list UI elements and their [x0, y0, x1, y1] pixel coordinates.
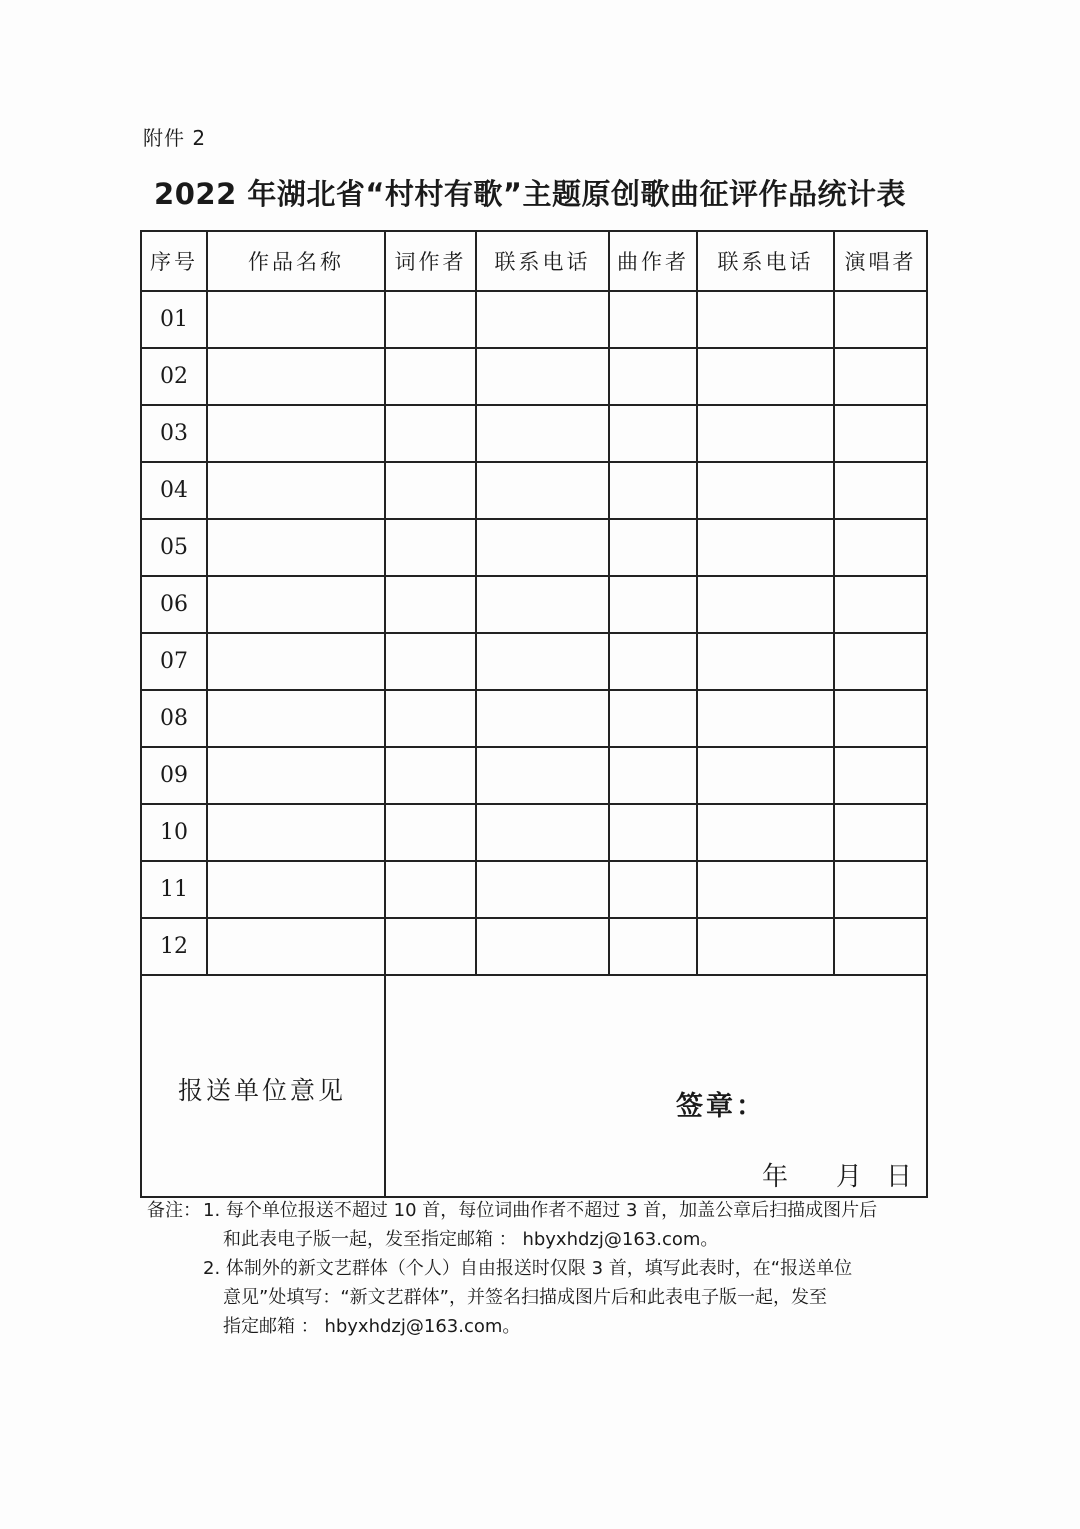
composer-cell[interactable] [609, 291, 697, 348]
lyricist-phone-cell[interactable] [476, 747, 609, 804]
header-composer: 曲作者 [609, 231, 697, 291]
lyricist-cell[interactable] [385, 405, 476, 462]
composer-cell[interactable] [609, 747, 697, 804]
row-seq-number: 01 [141, 291, 207, 348]
table-row [141, 348, 927, 405]
note-line-2: 和此表电子版一起，发至指定邮箱 ： hbyxhdzj@163.com。 [223, 1229, 719, 1250]
composer-phone-cell[interactable] [697, 405, 834, 462]
lyricist-cell[interactable] [385, 633, 476, 690]
composer-phone-cell[interactable] [697, 519, 834, 576]
table-row [141, 576, 927, 633]
singer-cell[interactable] [834, 747, 927, 804]
table-row [141, 291, 927, 348]
singer-cell[interactable] [834, 462, 927, 519]
lyricist-cell[interactable] [385, 519, 476, 576]
composer-phone-cell[interactable] [697, 804, 834, 861]
table-row [141, 633, 927, 690]
composer-phone-cell[interactable] [697, 291, 834, 348]
date-day: 日 [886, 1162, 913, 1192]
notes-prefix: 备注： [147, 1200, 201, 1221]
lyricist-cell[interactable] [385, 804, 476, 861]
row-seq-number: 03 [141, 405, 207, 462]
notes [147, 1196, 927, 1341]
lyricist-phone-cell[interactable] [476, 690, 609, 747]
row-seq-number: 05 [141, 519, 207, 576]
lyricist-phone-cell[interactable] [476, 519, 609, 576]
work-title-cell[interactable] [207, 519, 385, 576]
lyricist-phone-cell[interactable] [476, 291, 609, 348]
lyricist-phone-cell[interactable] [476, 348, 609, 405]
singer-cell[interactable] [834, 405, 927, 462]
work-title-cell[interactable] [207, 348, 385, 405]
composer-cell[interactable] [609, 462, 697, 519]
work-title-cell[interactable] [207, 747, 385, 804]
singer-cell[interactable] [834, 519, 927, 576]
lyricist-phone-cell[interactable] [476, 861, 609, 918]
singer-cell[interactable] [834, 804, 927, 861]
lyricist-phone-cell[interactable] [476, 918, 609, 975]
lyricist-phone-cell[interactable] [476, 405, 609, 462]
note-line-1 [147, 1196, 927, 1225]
table-row [141, 690, 927, 747]
opinion-area[interactable] [385, 975, 927, 1197]
header-singer: 演唱者 [834, 231, 927, 291]
table-row [141, 747, 927, 804]
work-title-cell[interactable] [207, 861, 385, 918]
row-seq-number: 06 [141, 576, 207, 633]
composer-cell[interactable] [609, 804, 697, 861]
composer-phone-cell[interactable] [697, 576, 834, 633]
singer-cell[interactable] [834, 918, 927, 975]
singer-cell[interactable] [834, 861, 927, 918]
page-title: 2022 年湖北省“村村有歌”主题原创歌曲征评作品统计表 [154, 177, 906, 211]
work-title-cell[interactable] [207, 462, 385, 519]
date-year: 年 [761, 1162, 788, 1192]
work-title-cell[interactable] [207, 918, 385, 975]
header-work-title: 作品名称 [207, 231, 385, 291]
header-composer-phone: 联系电话 [697, 231, 834, 291]
row-seq-number: 11 [141, 861, 207, 918]
lyricist-cell[interactable] [385, 747, 476, 804]
composer-cell[interactable] [609, 633, 697, 690]
date-month: 月 [835, 1162, 862, 1192]
table-row [141, 519, 927, 576]
table-row [141, 918, 927, 975]
composer-cell[interactable] [609, 576, 697, 633]
opinion-row [141, 975, 927, 1197]
work-title-cell[interactable] [207, 633, 385, 690]
table-row [141, 804, 927, 861]
note-line-5: 指定邮箱 ： hbyxhdzj@163.com。 [223, 1316, 521, 1337]
attachment-label: 附件 2 [143, 126, 207, 150]
singer-cell[interactable] [834, 291, 927, 348]
singer-cell[interactable] [834, 576, 927, 633]
composer-phone-cell[interactable] [697, 861, 834, 918]
singer-cell[interactable] [834, 690, 927, 747]
lyricist-phone-cell[interactable] [476, 804, 609, 861]
lyricist-cell[interactable] [385, 348, 476, 405]
lyricist-phone-cell[interactable] [476, 633, 609, 690]
note-1-text: 1. 每个单位报送不超过 10 首，每位词曲作者不超过 3 首，加盖公章后扫描成图片后 [203, 1200, 878, 1221]
lyricist-cell[interactable] [385, 861, 476, 918]
table-row [141, 462, 927, 519]
composer-phone-cell[interactable] [697, 462, 834, 519]
composer-phone-cell[interactable] [697, 918, 834, 975]
header-lyricist-phone: 联系电话 [476, 231, 609, 291]
composer-cell[interactable] [609, 861, 697, 918]
composer-cell[interactable] [609, 348, 697, 405]
work-title-cell[interactable] [207, 804, 385, 861]
work-title-cell[interactable] [207, 576, 385, 633]
row-seq-number: 02 [141, 348, 207, 405]
composer-phone-cell[interactable] [697, 690, 834, 747]
lyricist-phone-cell[interactable] [476, 462, 609, 519]
composer-phone-cell[interactable] [697, 633, 834, 690]
seal-label: 签章： [676, 1091, 766, 1122]
row-seq-number: 08 [141, 690, 207, 747]
note-line-4: 意见”处填写：“新文艺群体”，并签名扫描成图片后和此表电子版一起，发至 [223, 1287, 827, 1308]
row-seq-number: 12 [141, 918, 207, 975]
composer-cell[interactable] [609, 519, 697, 576]
lyricist-cell[interactable] [385, 576, 476, 633]
singer-cell[interactable] [834, 348, 927, 405]
row-seq-number: 07 [141, 633, 207, 690]
lyricist-cell[interactable] [385, 462, 476, 519]
work-title-cell[interactable] [207, 690, 385, 747]
composer-cell[interactable] [609, 918, 697, 975]
table-row [141, 405, 927, 462]
composer-phone-cell[interactable] [697, 747, 834, 804]
lyricist-cell[interactable] [385, 690, 476, 747]
work-title-cell[interactable] [207, 405, 385, 462]
header-seq: 序号 [141, 231, 207, 291]
lyricist-cell[interactable] [385, 918, 476, 975]
header-lyricist: 词作者 [385, 231, 476, 291]
table-header-row [141, 231, 927, 291]
composer-cell[interactable] [609, 690, 697, 747]
lyricist-cell[interactable] [385, 291, 476, 348]
composer-cell[interactable] [609, 405, 697, 462]
lyricist-phone-cell[interactable] [476, 576, 609, 633]
row-seq-number: 04 [141, 462, 207, 519]
note-line-3: 2. 体制外的新文艺群体（个人）自由报送时仅限 3 首，填写此表时，在“报送单位 [203, 1258, 853, 1279]
work-title-cell[interactable] [207, 291, 385, 348]
composer-phone-cell[interactable] [697, 348, 834, 405]
row-seq-number: 09 [141, 747, 207, 804]
table-row [141, 861, 927, 918]
row-seq-number: 10 [141, 804, 207, 861]
statistics-table [140, 230, 928, 1198]
singer-cell[interactable] [834, 633, 927, 690]
date-line [738, 1156, 912, 1193]
opinion-label: 报送单位意见 [141, 975, 385, 1197]
